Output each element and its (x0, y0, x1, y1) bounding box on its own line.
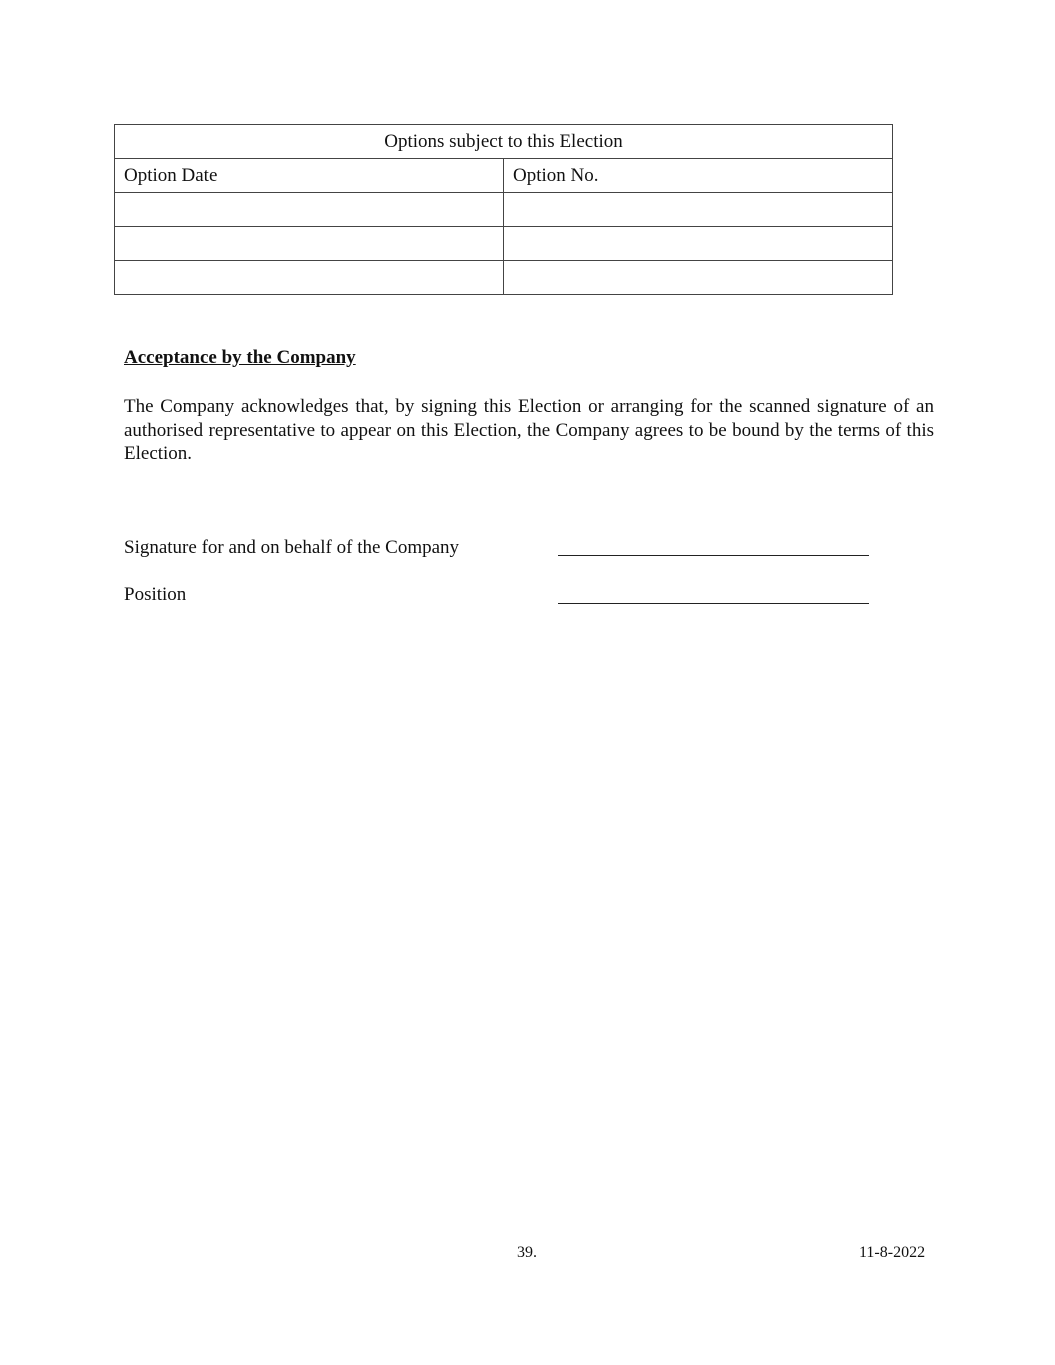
table-caption-row (115, 125, 893, 159)
footer-date: 11-8-2022 (859, 1244, 926, 1261)
page-number: 39. (517, 1244, 537, 1261)
header-option-date: Option Date (115, 159, 504, 193)
acceptance-heading: Acceptance by the Company (124, 347, 356, 368)
table-row (115, 261, 893, 295)
table-row (115, 193, 893, 227)
table-cell-option-date[interactable] (115, 261, 504, 295)
table-cell-option-date[interactable] (115, 193, 504, 227)
table-cell-option-date[interactable] (115, 227, 504, 261)
table-caption: Options subject to this Election (115, 125, 893, 159)
table-cell-option-no[interactable] (504, 227, 893, 261)
signature-label: Signature for and on behalf of the Company (124, 537, 460, 558)
options-table (114, 124, 893, 295)
position-line[interactable] (558, 603, 869, 604)
position-label: Position (124, 584, 187, 605)
header-option-no: Option No. (504, 159, 893, 193)
table-header-row (115, 159, 893, 193)
table-cell-option-no[interactable] (504, 261, 893, 295)
signature-line[interactable] (558, 555, 869, 556)
table-row (115, 227, 893, 261)
acceptance-paragraph: The Company acknowledges that, by signing this Election or arranging for the scanned signature of an authorised representative to appear on this Election, the Company agrees to be bound by the terms of this Election. (124, 396, 934, 464)
table-cell-option-no[interactable] (504, 193, 893, 227)
